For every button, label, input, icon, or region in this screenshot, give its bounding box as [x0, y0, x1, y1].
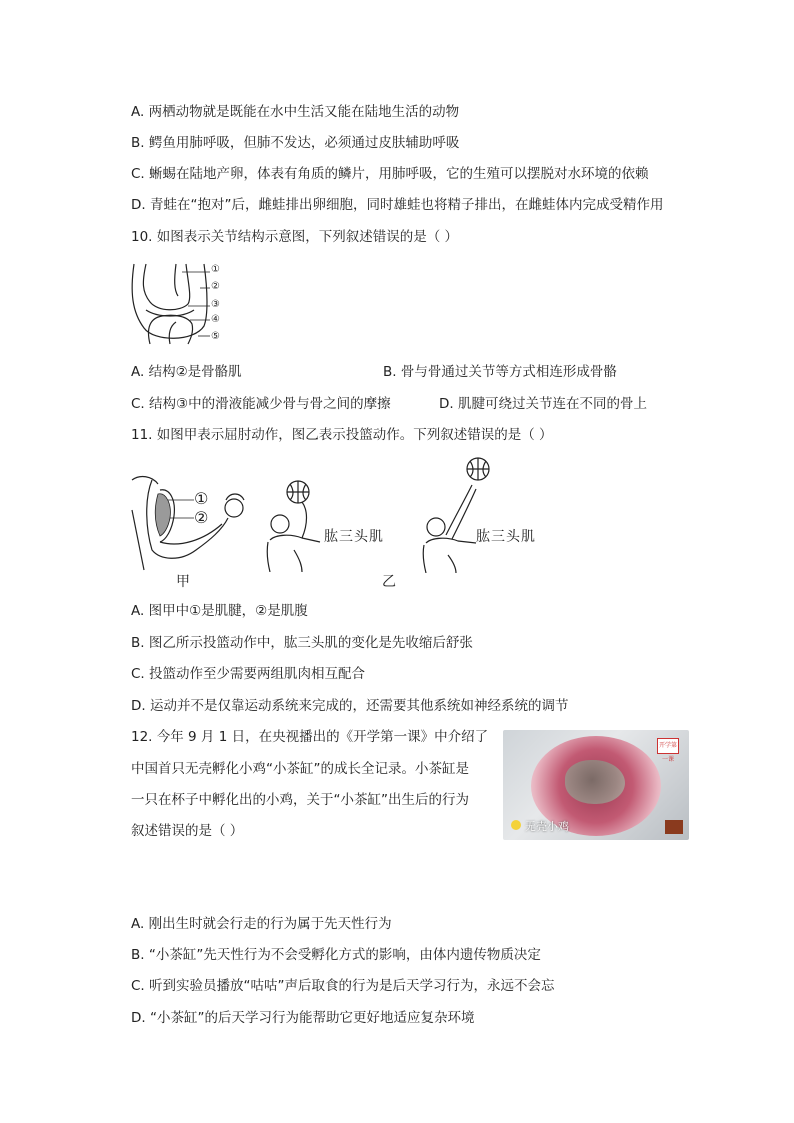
q10-option-c: C. 结构③中的滑液能减少骨与骨之间的摩擦 — [131, 396, 391, 412]
arm-flexion-figure — [130, 470, 250, 574]
q11-option-c: C. 投篮动作至少需要两组肌肉相互配合 — [131, 666, 366, 682]
q9-option-c: C. 蜥蜴在陆地产卵，体表有角质的鳞片，用肺呼吸，它的生殖可以摆脱对水环境的依赖 — [131, 166, 649, 182]
q10-option-d: D. 肌腱可绕过关节连在不同的骨上 — [439, 396, 647, 412]
chick-photo — [503, 730, 689, 840]
joint-label-5: ⑤ — [211, 331, 220, 342]
fig-jia-caption: 甲 — [176, 574, 190, 590]
q12-stem-line-3: 一只在杯子中孵化出的小鸡，关于“小茶缸”出生后的行为 — [131, 792, 469, 808]
q11-option-d: D. 运动并不是仅靠运动系统来完成的，还需要其他系统如神经系统的调节 — [131, 698, 569, 714]
q12-option-c: C. 听到实验员播放“咕咕”声后取食的行为是后天学习行为，永远不会忘 — [131, 978, 555, 994]
q10-option-b: B. 骨与骨通过关节等方式相连形成骨骼 — [383, 364, 617, 380]
joint-diagram — [128, 262, 248, 346]
joint-label-2: ② — [211, 281, 220, 292]
q12-option-b: B. “小茶缸”先天性行为不会受孵化方式的影响，由体内遗传物质决定 — [131, 947, 541, 963]
q11-option-b: B. 图乙所示投篮动作中，肱三头肌的变化是先收缩后舒张 — [131, 635, 473, 651]
sun-icon — [511, 820, 521, 830]
program-badge: 开学第一课 — [657, 738, 679, 754]
q11-option-a: A. 图甲中①是肌腱，②是肌腹 — [131, 603, 308, 619]
q10-stem: 10. 如图表示关节结构示意图，下列叙述错误的是（ ） — [131, 229, 459, 245]
q9-option-d: D. 青蛙在“抱对”后，雌蛙排出卵细胞，同时雄蛙也将精子排出，在雌蛙体内完成受精作用 — [131, 197, 664, 213]
q9-option-a: A. 两栖动物就是既能在水中生活又能在陆地生活的动物 — [131, 104, 460, 120]
joint-label-4: ④ — [211, 314, 220, 325]
q12-stem-line-4: 叙述错误的是（ ） — [131, 823, 244, 839]
photo-caption: 无壳小鸡 — [525, 820, 569, 833]
fig-jia-label-2: ② — [194, 508, 209, 527]
q12-stem-line-1: 12. 今年 9 月 1 日，在央视播出的《开学第一课》中介绍了 — [131, 729, 489, 745]
chick-shape — [565, 760, 625, 804]
joint-label-3: ③ — [211, 299, 220, 310]
q11-stem: 11. 如图甲表示屈肘动作，图乙表示投篮动作。下列叙述错误的是（ ） — [131, 427, 553, 443]
fig-yi-caption: 乙 — [382, 574, 396, 590]
muscle-label-2: 肱三头肌 — [476, 529, 536, 545]
q10-option-a: A. 结构②是骨骼肌 — [131, 364, 242, 380]
muscle-label-1: 肱三头肌 — [324, 529, 384, 545]
joint-label-1: ① — [211, 264, 220, 275]
fig-jia-label-1: ① — [194, 489, 209, 508]
shooting-figure-2 — [418, 455, 498, 573]
q12-stem-line-2: 中国首只无壳孵化小鸡“小茶缸”的成长全记录。小茶缸是 — [131, 761, 469, 777]
channel-logo-icon — [665, 820, 683, 834]
shooting-figure-1 — [262, 480, 332, 572]
q12-option-a: A. 刚出生时就会行走的行为属于先天性行为 — [131, 916, 392, 932]
q9-option-b: B. 鳄鱼用肺呼吸，但肺不发达，必须通过皮肤辅助呼吸 — [131, 135, 460, 151]
q12-option-d: D. “小茶缸”的后天学习行为能帮助它更好地适应复杂环境 — [131, 1010, 475, 1026]
